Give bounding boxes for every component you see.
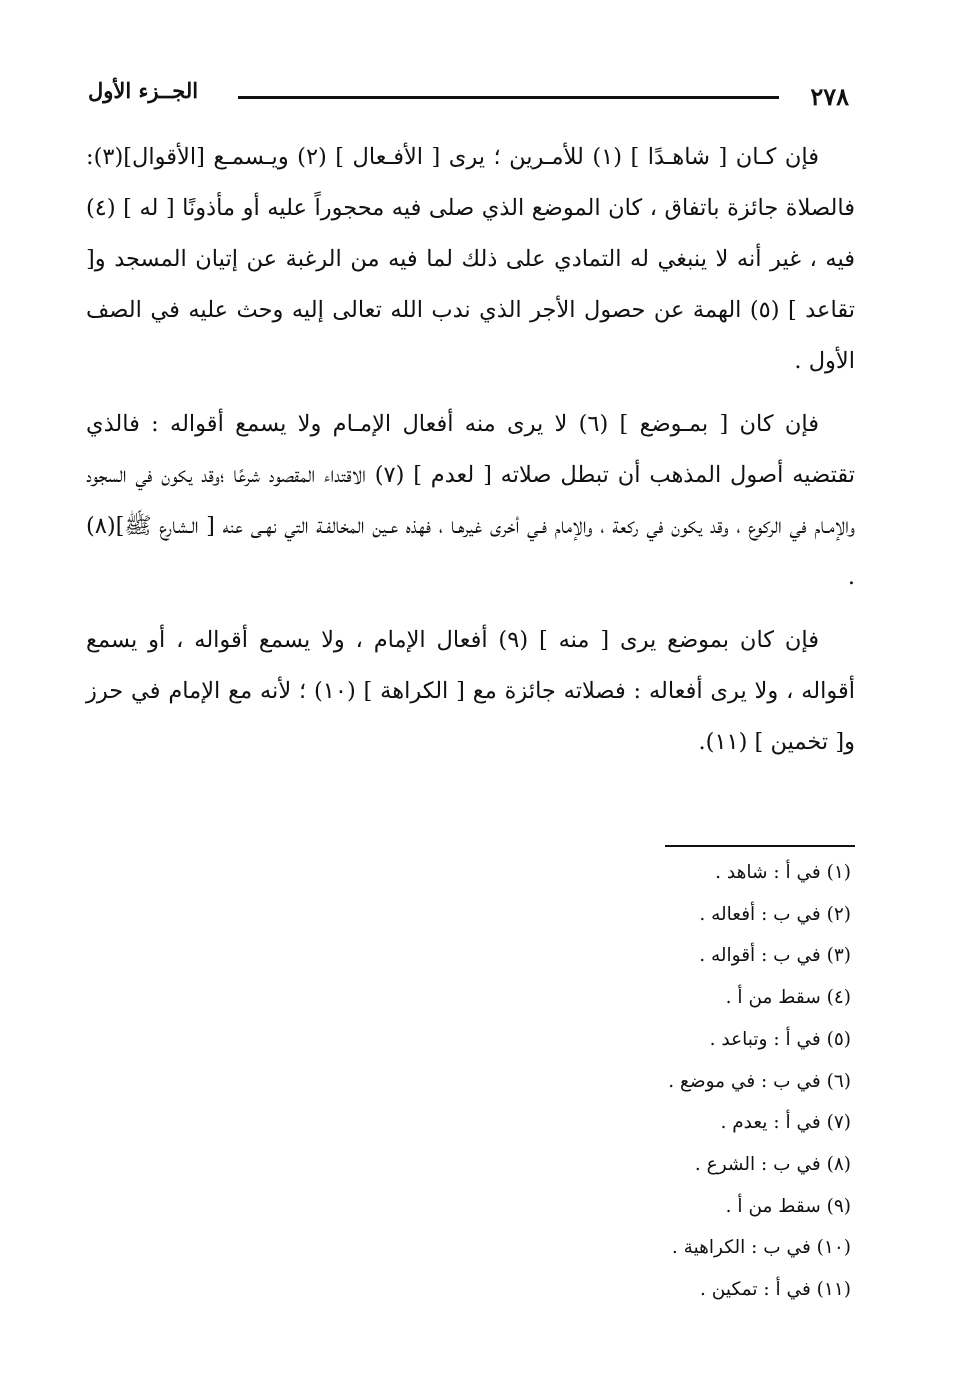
page-number: ٢٧٨: [810, 82, 849, 111]
page-header: [88, 78, 849, 118]
footnote-9: (٩) سقط من أ .: [725, 1195, 851, 1217]
footnote-1: (١) في أ : شاهد .: [715, 862, 851, 883]
running-title: الجــزء الأول: [88, 78, 199, 103]
footnote-7: (٧) في أ : يعدم .: [720, 1112, 851, 1134]
footnote-4: (٤) سقط من أ .: [725, 987, 851, 1009]
paragraph-1: فإن كـان [ شاهـدًا ] (١) للأمـرين ؛ يرى [ الأفـعال ] (٢) ويـسمـع [الأقوال](٣): فالصلاة جائزة باتفاق ، كان الموضع الذي صلى فيه محجوراً عليه أو مأذونًا [ له ] (٤) فيه ، غير أنه لا ينبغي له التمادي على ذلك لما فيه من الرغبة عن إتيان المسجد و[ تقاعد ] (٥) الهمة عن حصول الأجر الذي ندب الله تعالى إليه وحث عليه في الصف الأول .: [86, 144, 855, 374]
header-rule: [238, 96, 779, 99]
footnote-separator: [665, 845, 855, 847]
footnote-10: (١٠) في ب : الكراهية .: [671, 1237, 851, 1259]
footnote-8: (٨) في ب : الشرع .: [694, 1153, 851, 1175]
paragraph-3: فإن كان بموضع يرى [ منه ] (٩) أفعال الإمام ، ولا يسمع أقواله ، أو يسمع أقواله ، ولا يرى أفعاله : فصلاته جائزة مع [ الكراهة ] (١٠) ؛ لأنه مع الإمام في حرز و[ تخمين ] (١١).: [86, 627, 855, 755]
footnote-6: (٦) في ب : في موضع .: [668, 1070, 851, 1092]
footnote-3: (٣) في ب : أقواله .: [699, 945, 851, 967]
paragraph-2: فإن كان [ بمـوضع ] (٦) لا يرى منه أفعال الإمـام ولا يسمع أقواله : فالذي تقتضيه أصول المذهب أن تبطل صلاته [ لعدم ] (٧) الاقتداء المقصود شرعًا ؛وقد يكون في السجود والإمـام في الركوع ، وقد يكون في ركعة ، والإمام فـي أخرى غيرهـا ، فهذه عـين المخالفـة التي نهـى عنه [ الـشارع ﷺ](٨) .: [86, 411, 856, 590]
footnote-11: (١١) في أ : تمكين .: [700, 1279, 851, 1301]
footnote-2: (٢) في ب : أفعاله .: [699, 903, 851, 925]
main-text: [86, 132, 855, 780]
footnotes: [351, 852, 851, 1311]
footnote-5: (٥) في أ : وتباعد .: [709, 1028, 851, 1050]
